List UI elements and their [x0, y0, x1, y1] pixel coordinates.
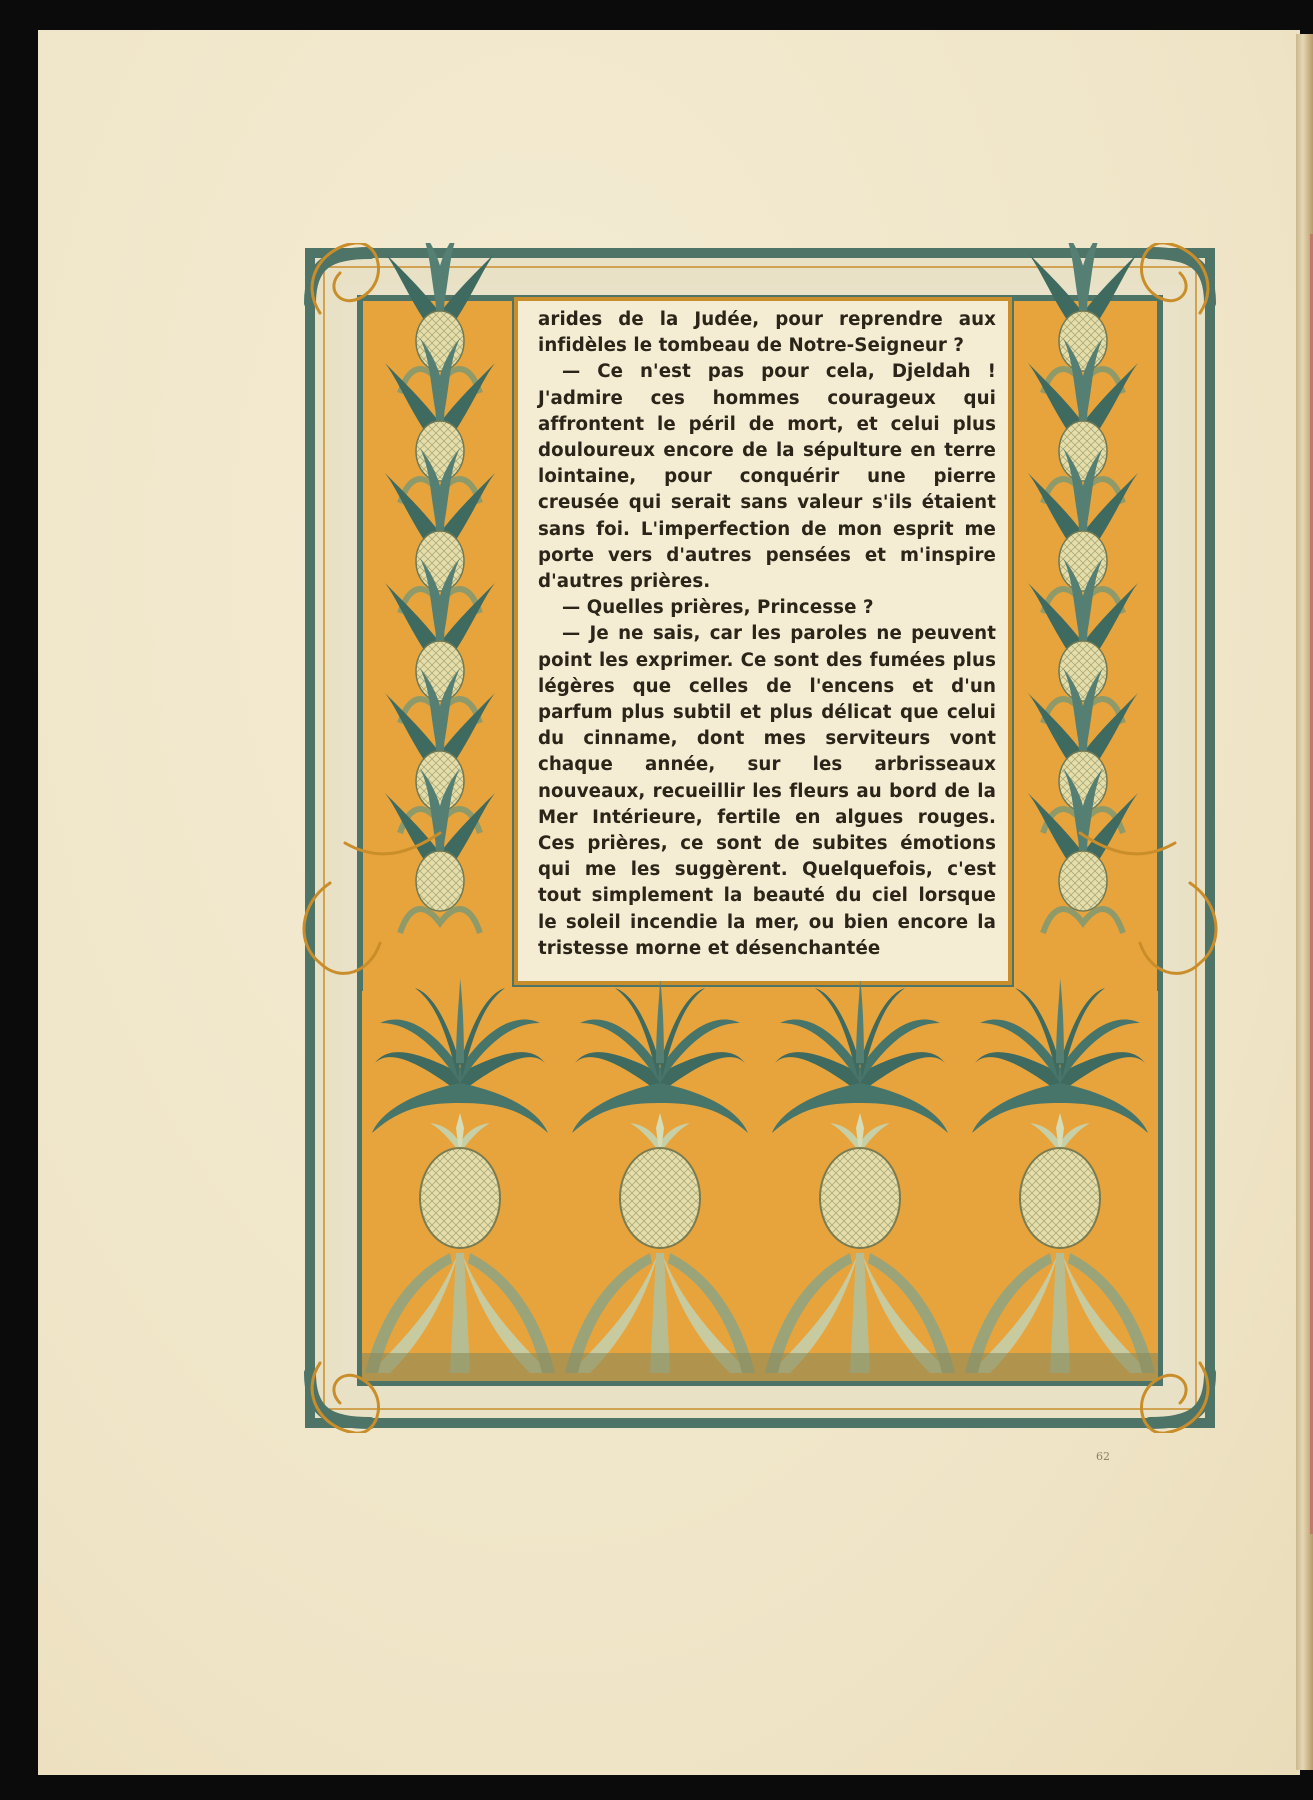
decorative-frame [300, 243, 1220, 1433]
paragraph-4: — Je ne sais, car les paroles ne peuvent point les exprimer. Ce sont des fumées plus légères que celles de l'encens et d'un parfum plus subtil et plus délicat que celui du cinname, dont mes serviteurs vont chaque année, sur les arbrisseaux nouveaux, recueillir les fleurs au bord de la Mer Intérieure, fertile en algues rouges. Ces prières, ce sont de subites émotions qui me les suggèrent. Quelquefois, c'est tout simplement la beauté du ciel lorsque le soleil incendie la mer, ou bien encore la tristesse morne et désenchantée [538, 623, 996, 959]
paragraph-3: — Quelles prières, Princesse ? [562, 597, 874, 619]
next-page-edge [1296, 34, 1313, 1770]
text-panel [518, 301, 1008, 981]
page-number: 62 [1096, 1450, 1110, 1463]
paragraph-1: arides de la Judée, pour reprendre aux infidèles le tombeau de Notre-Seigneur ? [538, 309, 996, 357]
paragraph-2: — Ce n'est pas pour cela, Djeldah ! J'admire ces hommes courageux qui affrontent le péril de mort, et celui plus douloureux encore de la sépulture en terre lointaine, pour conquérir une pierre creusée qui serait sans valeur s'ils étaient sans foi. L'imperfection de mon esprit me porte vers d'autres pensées et m'inspire d'autres prières. [538, 361, 996, 593]
